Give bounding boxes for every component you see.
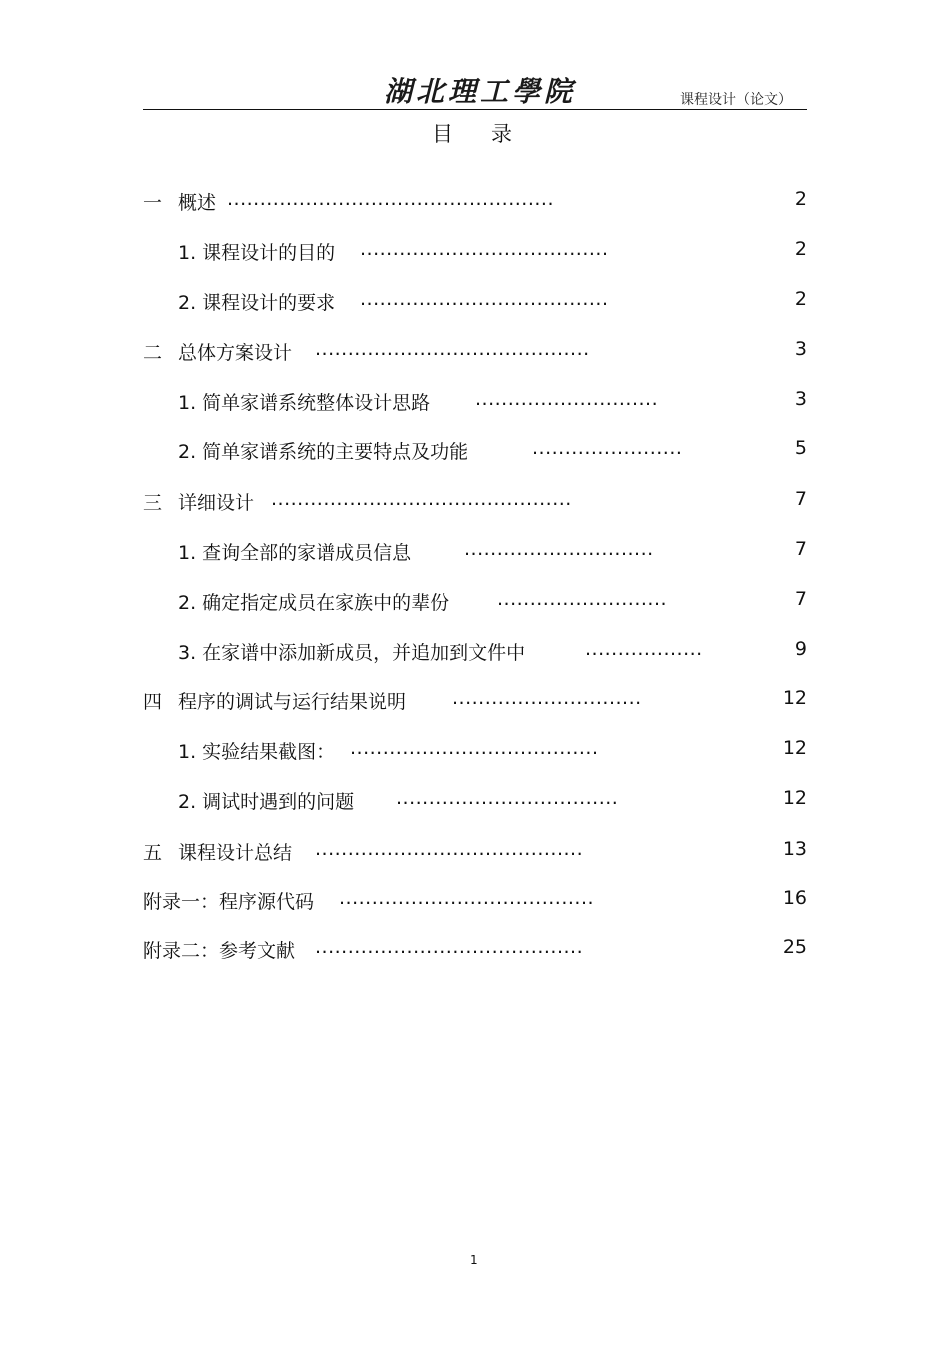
title-char-1: 目 — [432, 122, 457, 146]
university-logo-text: 湖北理工學院 — [384, 75, 577, 108]
toc-entry-label: 程序的调试与运行结果说明 — [178, 691, 407, 713]
toc-entry-leader: ......................................... — [315, 936, 584, 958]
toc-entry-leader: .................................. — [396, 787, 619, 809]
toc-entry-number: 一 — [143, 192, 163, 214]
toc-entry-label: 2. 确定指定成员在家族中的辈份 — [178, 592, 450, 614]
toc-entry-leader: ............................. — [464, 538, 654, 560]
toc-entry[interactable] — [143, 288, 807, 312]
toc-entry-number: 四 — [143, 691, 163, 713]
toc-entry[interactable] — [143, 887, 807, 911]
toc-entry[interactable] — [143, 936, 807, 960]
toc-entry[interactable] — [143, 838, 807, 862]
toc-entry-label: 1. 课程设计的目的 — [178, 242, 336, 264]
toc-entry-label: 附录一：程序源代码 — [143, 891, 315, 913]
toc-entry-label: 附录二：参考文献 — [143, 940, 296, 962]
toc-entry-leader: .......................... — [497, 588, 668, 610]
toc-entry-leader: ............................. — [452, 687, 642, 709]
toc-entry-number: 三 — [143, 492, 163, 514]
toc-entry[interactable] — [143, 388, 807, 412]
toc-entry-label: 总体方案设计 — [178, 342, 293, 364]
toc-entry[interactable] — [143, 338, 807, 362]
toc-entry-page: 13 — [782, 838, 807, 860]
toc-entry-page: 12 — [782, 787, 807, 809]
toc-entry-page: 12 — [782, 737, 807, 759]
toc-entry-leader: .................. — [585, 638, 703, 660]
toc-entry-page: 7 — [794, 538, 807, 560]
toc-entry-leader: ....................................... — [339, 887, 595, 909]
title-char-2: 录 — [491, 122, 516, 146]
toc-entry[interactable] — [143, 538, 807, 562]
toc-entry-page: 5 — [794, 437, 807, 459]
toc-entry-page: 7 — [794, 488, 807, 510]
toc-entry-page: 12 — [782, 687, 807, 709]
toc-entry-page: 7 — [794, 588, 807, 610]
toc-entry-leader: ...................................... — [360, 238, 609, 260]
toc-entry-label: 2. 简单家谱系统的主要特点及功能 — [178, 441, 469, 463]
toc-entry-leader: .......................................... — [315, 338, 590, 360]
toc-entry-leader: ...................................... — [350, 737, 599, 759]
toc-entry-leader: ...................................... — [360, 288, 609, 310]
toc-entry-label: 1. 简单家谱系统整体设计思路 — [178, 392, 431, 414]
toc-entry[interactable] — [143, 787, 807, 811]
toc-entry[interactable] — [143, 588, 807, 612]
toc-entry-leader: ....................... — [532, 437, 683, 459]
toc-entry-label: 2. 调试时遇到的问题 — [178, 791, 355, 813]
toc-entry-label: 2. 课程设计的要求 — [178, 292, 336, 314]
toc-entry-label: 1. 查询全部的家谱成员信息 — [178, 542, 412, 564]
toc-entry-label: 课程设计总结 — [178, 842, 293, 864]
header-doc-type: 课程设计（论文） — [680, 92, 792, 108]
toc-entry-page: 2 — [794, 288, 807, 310]
toc-entry-leader: .................................................. — [227, 188, 554, 210]
toc-entry-page: 9 — [794, 638, 807, 660]
toc-entry-page: 3 — [794, 338, 807, 360]
toc-entry-leader: .............................................. — [271, 488, 572, 510]
toc-entry[interactable] — [143, 638, 807, 662]
toc-entry-number: 二 — [143, 342, 163, 364]
toc-entry[interactable] — [143, 437, 807, 461]
toc-entry-page: 25 — [782, 936, 807, 958]
toc-entry-page: 2 — [794, 188, 807, 210]
toc-entry-page: 2 — [794, 238, 807, 260]
toc-entry-label: 详细设计 — [178, 492, 255, 514]
header-divider — [143, 109, 807, 110]
toc-entry[interactable] — [143, 488, 807, 512]
toc-entry-label: 概述 — [178, 192, 217, 214]
toc-entry-page: 16 — [782, 887, 807, 909]
toc-entry[interactable] — [143, 737, 807, 761]
toc-entry[interactable] — [143, 687, 807, 711]
toc-entry-label: 1. 实验结果截图： — [178, 741, 336, 763]
toc-entry-label: 3. 在家谱中添加新成员，并追加到文件中 — [178, 642, 526, 664]
page-number: 1 — [470, 1253, 478, 1267]
toc-entry-page: 3 — [794, 388, 807, 410]
toc-entry-leader: ......................................... — [315, 838, 584, 860]
toc-entry[interactable] — [143, 238, 807, 262]
toc-entry[interactable] — [143, 188, 807, 212]
toc-entry-number: 五 — [143, 842, 163, 864]
page-title — [432, 118, 516, 148]
toc-entry-leader: ............................ — [475, 388, 659, 410]
